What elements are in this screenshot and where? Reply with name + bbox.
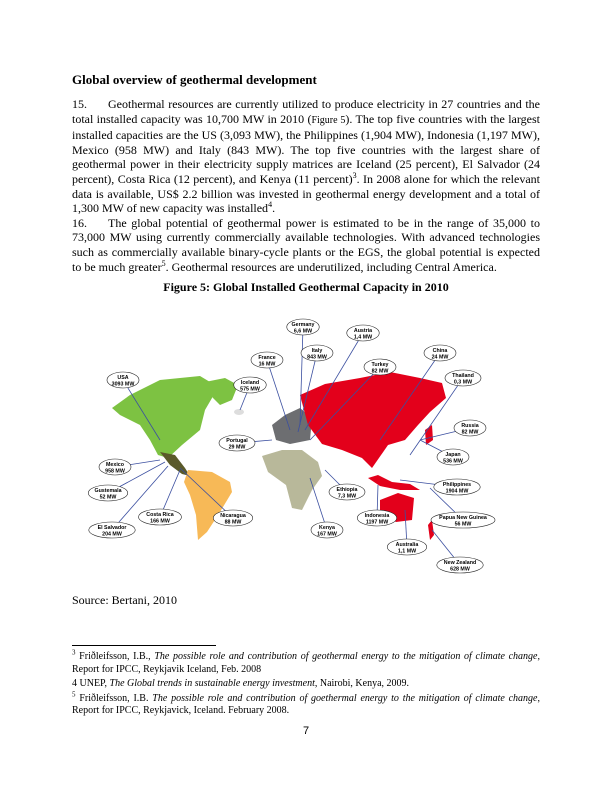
footnote-ref[interactable]: 5: [161, 258, 166, 268]
asia-shape: [300, 372, 446, 468]
capacity-value: 1,1 MW: [397, 548, 417, 555]
paragraph-number: 15.: [72, 97, 87, 111]
africa-shape: [262, 450, 322, 510]
text: . Geothermal resources are underutilized, including Central America.: [165, 259, 497, 274]
capacity-value: 6,6 MW: [293, 328, 313, 335]
map-label-nicaragua: [213, 510, 253, 526]
map-label-germany: [287, 319, 320, 335]
footnote-ref[interactable]: 3: [352, 170, 357, 180]
country-name: Kenya: [319, 525, 335, 531]
country-name: Indonesia: [364, 513, 390, 519]
capacity-value: 82 MW: [461, 429, 479, 436]
map-label-papua-new-guinea: [431, 512, 495, 528]
capacity-value: 575 MW: [240, 386, 260, 393]
capacity-value: 166 MW: [150, 518, 170, 525]
footnote-ref[interactable]: 4: [268, 200, 273, 210]
text: .: [272, 201, 276, 216]
capacity-value: 204 MW: [102, 531, 122, 538]
capacity-value: 843 MW: [307, 354, 327, 361]
figure-reference[interactable]: Figure 5: [311, 114, 346, 126]
page-number: 7: [302, 725, 310, 737]
country-name: China: [432, 348, 448, 354]
capacity-value: 1197 MW: [365, 519, 389, 526]
text: The global potential of geothermal power is estimated to be in the range of 35,000 to 73,000 MW using currently commercially available technologies. With advanced technologies such as commercially available binary-cycle plants or the EGS, the global potential is expected to be much greater: [72, 215, 540, 274]
map-label-thailand: [445, 370, 481, 386]
footnote-5: $^5$ Friðleifsson, I.B. The possible role and contribution of goethermal energy to the mitigation of climate change, Report for IPCC, Reykjavick, Iceland. February 2008.: [72, 690, 540, 716]
paragraph-15: [72, 97, 540, 216]
paragraph-16: [72, 216, 540, 274]
country-name: France: [258, 355, 276, 361]
capacity-value: 0,3 MW: [453, 379, 473, 386]
map-label-mexico: [99, 459, 131, 475]
capacity-value: 56 MW: [454, 521, 472, 528]
south-america-shape: [184, 470, 232, 540]
indonesia-shape: [368, 475, 420, 490]
figure-source: Source: Bertani, 2010: [72, 593, 177, 607]
country-name: Iceland: [240, 380, 260, 386]
map-label-china: [424, 345, 456, 361]
map-label-kenya: [311, 522, 343, 538]
footnote-divider: [72, 645, 216, 646]
map-label-russia: [454, 420, 486, 436]
capacity-value: 3093 MW: [111, 381, 135, 388]
country-name: Nicaragua: [220, 513, 246, 519]
country-name: Turkey: [371, 362, 389, 368]
map-label-gustemala: [88, 485, 128, 501]
text: . In 2008 alone for which the relevant data is available, US$ 2.2 billion was invested in geothermal energy development and a total of 1,300 MW of new capacity was installed: [72, 171, 540, 216]
body-text: [72, 97, 540, 295]
country-name: Australia: [395, 542, 419, 548]
map-label-france: [251, 352, 283, 368]
map-label-el-salvador: [89, 522, 136, 538]
country-name: Austria: [353, 328, 373, 334]
central-america-shape: [160, 452, 190, 476]
country-name: El Salvador: [97, 525, 127, 531]
map-label-indonesia: [357, 510, 397, 526]
footnote-3: $^3$ Friðleifsson, I.B., The possible role and contribution of geothermal energy to the mitigation of climate change, Report for IPCC, Reykjavik Iceland, Feb. 2008: [72, 648, 540, 675]
capacity-value: 7,3 MW: [337, 493, 357, 500]
country-name: Japan: [445, 452, 461, 458]
country-name: Gustemala: [94, 488, 122, 494]
text: Geothermal resources are currently utilized to produce electricity in 27 countries and the total installed capacity was 10,700 MW in 2010 (: [72, 97, 540, 126]
section-heading: Global overview of geothermal development: [72, 72, 317, 87]
map-label-iceland: [234, 377, 267, 393]
capacity-value: 167 MW: [317, 531, 337, 538]
map-label-new-zealand: [437, 557, 484, 573]
capacity-value: 82 MW: [371, 368, 389, 375]
country-name: Papua New Guinea: [439, 515, 487, 521]
leader-line-france: [267, 360, 290, 430]
country-name: Russia: [461, 423, 479, 429]
map-label-turkey: [364, 359, 396, 375]
map-label-costa-rica: [139, 509, 182, 525]
map-label-portugal: [219, 435, 255, 451]
capacity-value: 52 MW: [99, 494, 117, 501]
capacity-value: 958 MW: [105, 468, 125, 475]
capacity-value: 536 MW: [443, 458, 463, 465]
map-label-italy: [301, 345, 333, 361]
paragraph-number: 16.: [72, 215, 87, 230]
country-name: Ethiopia: [336, 487, 358, 493]
text: ). The top five countries with the largest installed capacities are the US (3,093 MW), the Philippines (1,904 MW), Indonesia (1,197 MW), Mexico (958 MW) and Italy (843 MW). The top five countries with the largest share of geothermal power in their electricity supply matrices are Iceland (25 percent), El Salvador (24 percent), Costa Rica (12 percent), and Kenya (11 percent): [72, 111, 540, 186]
country-name: Portugal: [226, 438, 248, 444]
map-label-usa: [107, 372, 139, 388]
capacity-value: 1904 MW: [445, 488, 469, 495]
country-name: Mexico: [106, 462, 124, 468]
map-label-austria: [347, 325, 380, 341]
capacity-value: 29 MW: [228, 444, 246, 451]
map-label-australia: [387, 539, 427, 555]
capacity-value: 628 MW: [450, 566, 470, 573]
country-name: Philippines: [442, 482, 472, 488]
country-name: Germany: [291, 322, 315, 328]
iceland-shape: [234, 409, 244, 415]
country-name: USA: [117, 375, 129, 381]
country-name: New Zealand: [443, 560, 477, 566]
country-name: Costa Rica: [146, 512, 174, 518]
map-label-japan: [437, 449, 469, 465]
world-geothermal-map: [70, 300, 510, 580]
capacity-value: 24 MW: [431, 354, 449, 361]
map-label-ethiopia: [329, 484, 365, 500]
map-label-philippines: [434, 479, 481, 495]
figure-caption: Figure 5: Global Installed Geothermal Capacity in 2010: [163, 280, 449, 295]
footnotes: [72, 648, 540, 720]
country-name: Thailand: [452, 373, 474, 379]
country-name: Italy: [311, 348, 323, 354]
capacity-value: 16 MW: [258, 361, 276, 368]
capacity-value: 88 MW: [224, 519, 242, 526]
capacity-value: 1,4 MW: [353, 334, 373, 341]
footnote-4: 4 UNEP, The Global trends in sustainable energy investment, Nairobi, Kenya, 2009.: [72, 678, 410, 689]
north-america-shape: [112, 376, 215, 458]
